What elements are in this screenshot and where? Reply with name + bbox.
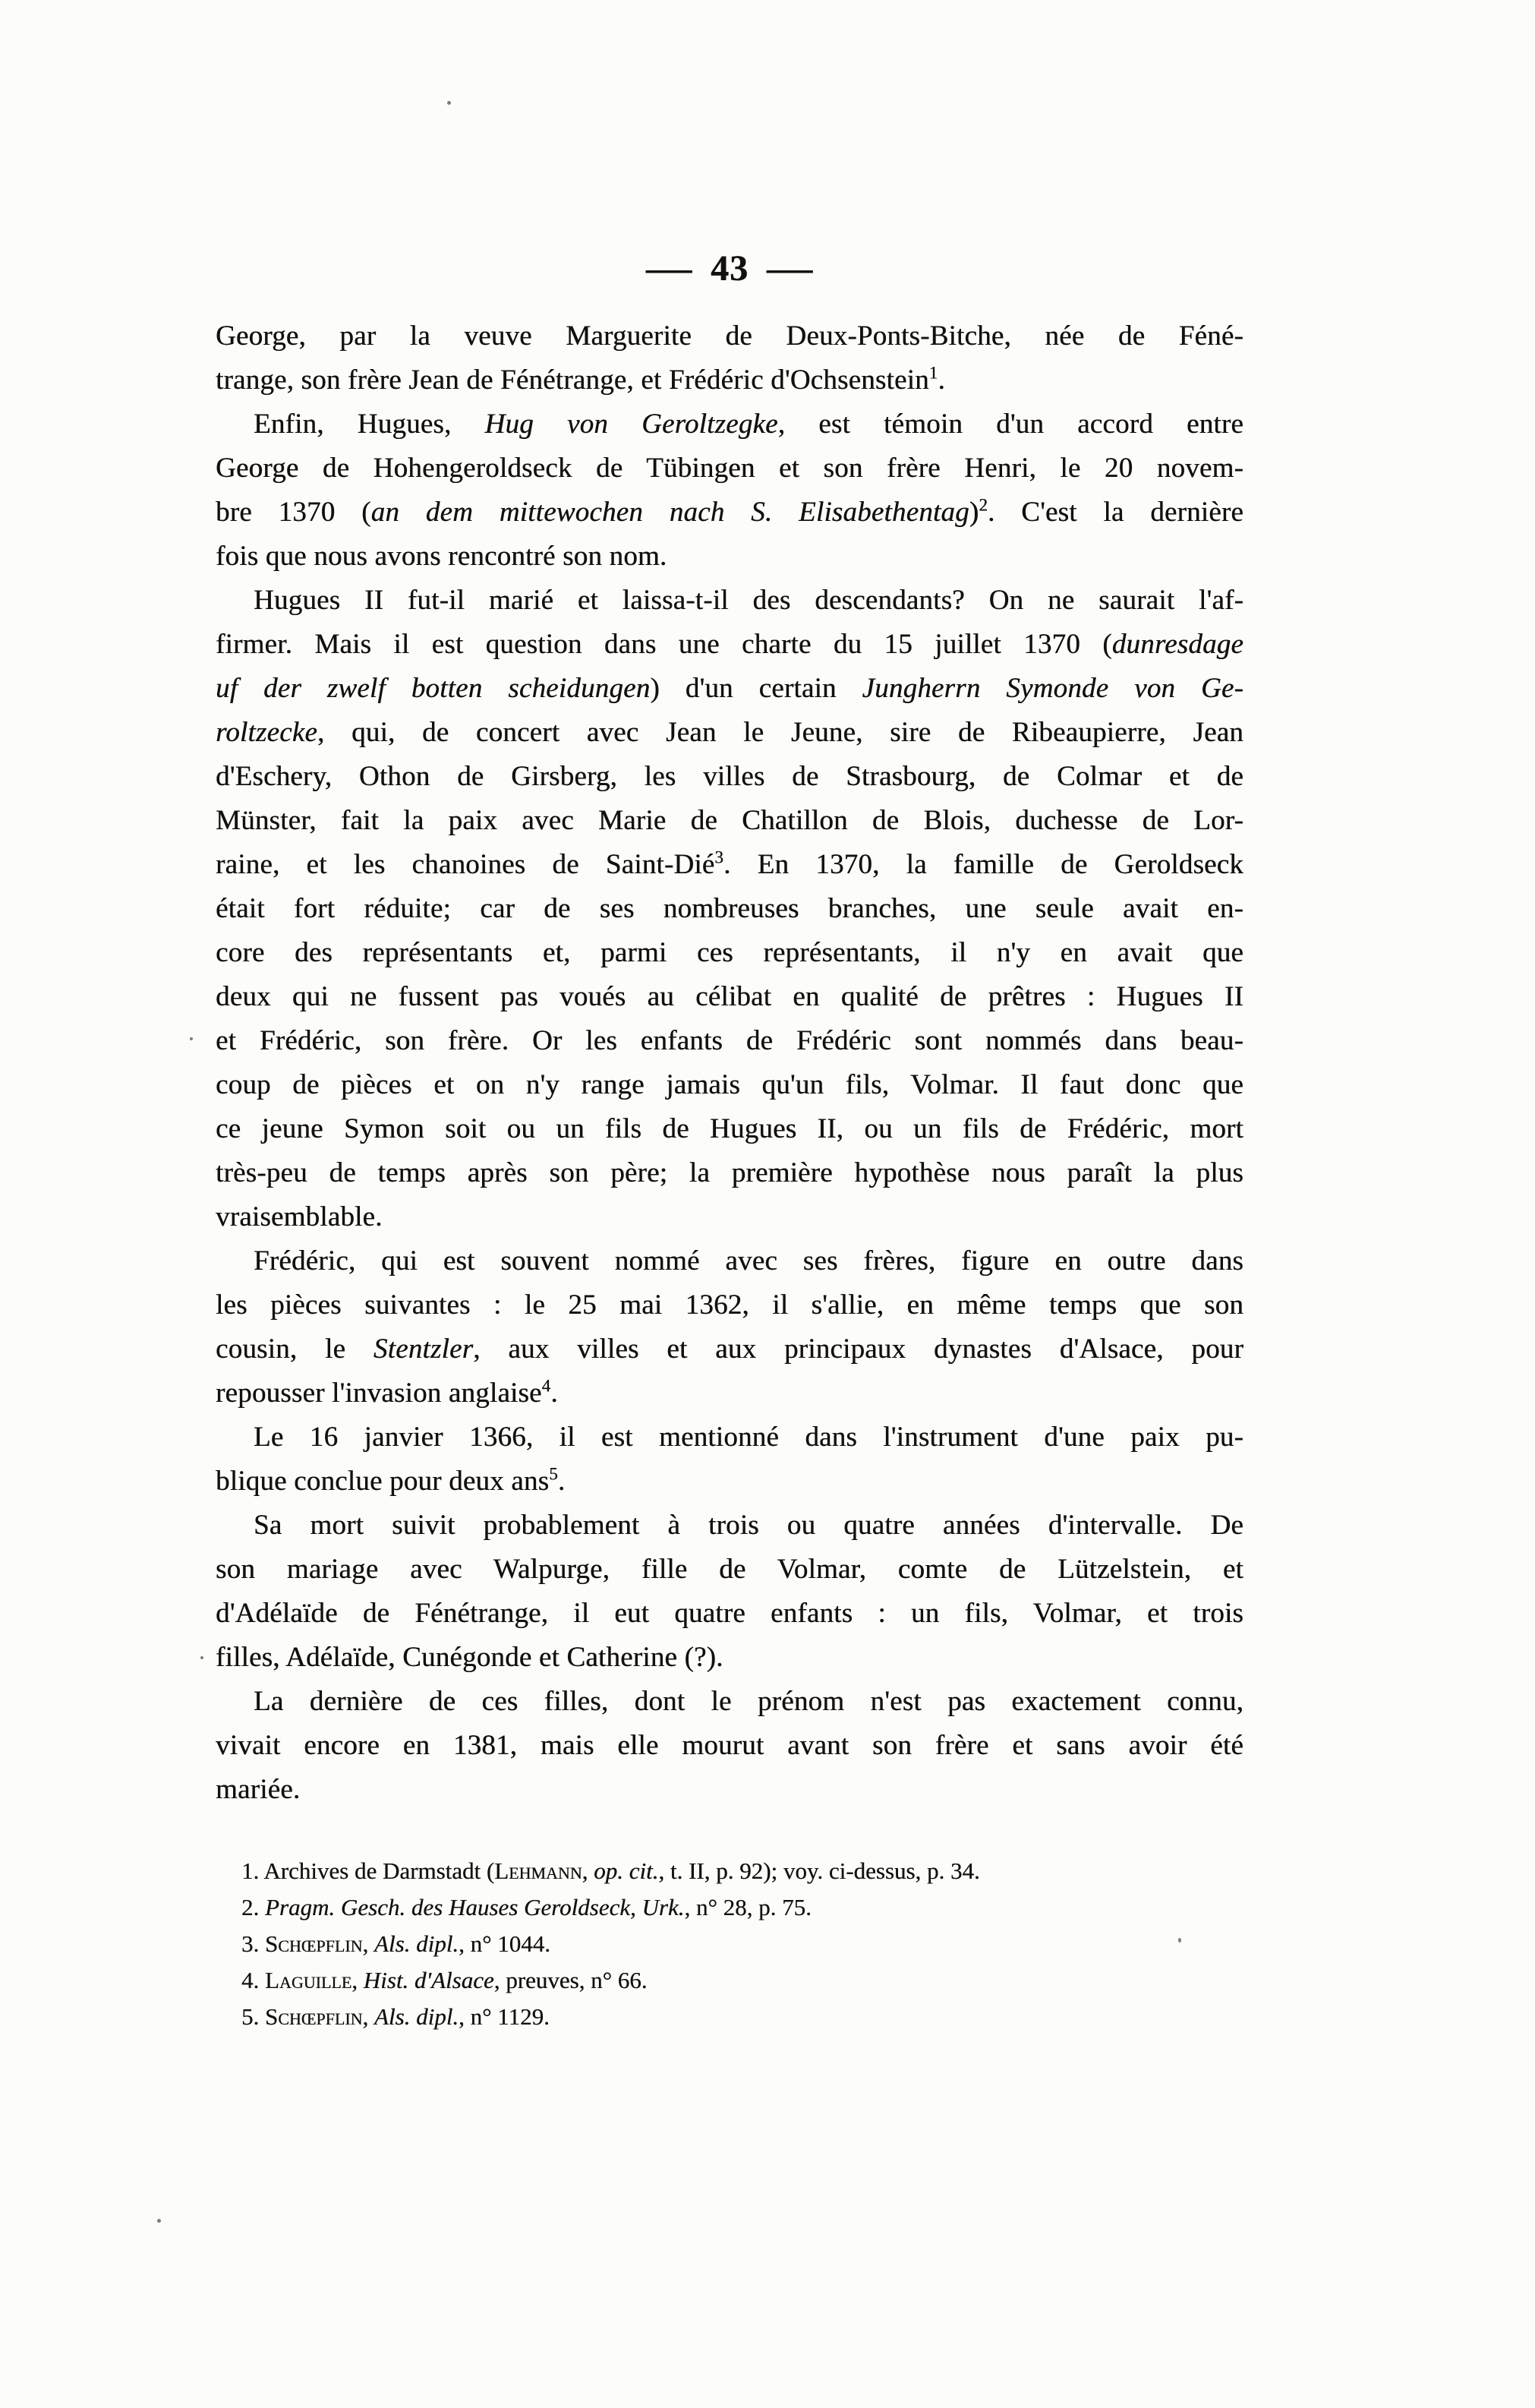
page-number: 43 (711, 248, 749, 289)
text-segment: coup de pièces et on n'y range jamais qu'un fils, Volmar. Il faut donc que (216, 1069, 1243, 1100)
text-segment: Sa mort suivit probablement à trois ou quatre années d'intervalle. De (254, 1510, 1243, 1541)
text-segment-smallcaps: Laguille (265, 1967, 352, 1993)
body-line-p3-l13 (216, 1107, 1243, 1151)
text-segment: La dernière de ces filles, dont le prénom n'est pas exactement connu, (254, 1686, 1243, 1717)
body-line-p7-l3 (216, 1768, 1243, 1812)
text-segment-italic: roltzecke (216, 717, 317, 748)
text-segment-italic: Stentzler (373, 1333, 474, 1365)
body-line-p2-l4 (216, 535, 1243, 579)
body-line-p3-l2 (216, 623, 1243, 667)
text-segment: , est témoin d'un accord entre (777, 409, 1243, 440)
header-dash-right: — (766, 248, 814, 289)
text-segment: d'Eschery, Othon de Girsberg, les villes de Strasbourg, de Colmar et de (216, 761, 1243, 792)
text-segment: , preuves, n° 66. (493, 1967, 648, 1993)
text-segment: . (557, 1466, 566, 1497)
text-segment: bre 1370 ( (216, 497, 371, 528)
body-line-p2-l3 (216, 491, 1243, 535)
text-segment-italic: uf der zwelf botten scheidungen (216, 673, 651, 704)
text-segment: mariée. (216, 1774, 301, 1805)
text-segment-italic: Jungherrn Symonde von Ge- (862, 673, 1243, 704)
text-segment: ce jeune Symon soit ou un fils de Hugues II, ou un fils de Frédéric, mort (216, 1113, 1243, 1144)
text-segment-smallcaps: Schœpflin (265, 1930, 363, 1957)
text-segment: Le 16 janvier 1366, il est mentionné dans l'instrument d'une paix pu- (254, 1422, 1243, 1453)
footnote-1 (216, 1853, 1243, 1889)
body-line-p4-l3 (216, 1327, 1243, 1371)
body-line-p3-l14 (216, 1151, 1243, 1195)
text-segment-sup: 5 (549, 1464, 558, 1484)
text-segment: George, par la veuve Marguerite de Deux-Ponts-Bitche, née de Féné- (216, 320, 1243, 352)
text-segment: , (362, 2003, 374, 2030)
text-segment: , n° 1129. (459, 2003, 550, 2030)
body-line-p6-l4 (216, 1636, 1243, 1680)
body-line-p1-l2 (216, 358, 1243, 402)
footnote-5 (216, 1999, 1243, 2035)
text-segment: . (938, 365, 945, 396)
body-line-p3-l15 (216, 1195, 1243, 1239)
text-segment-sup: 2 (979, 495, 988, 515)
text-segment: . En 1370, la famille de Geroldseck (723, 849, 1243, 880)
scan-speck (157, 2219, 161, 2223)
text-segment: ) d'un certain (650, 673, 862, 704)
text-segment: core des représentants et, parmi ces représentants, il n'y en avait que (216, 937, 1243, 968)
body-line-p4-l4 (216, 1371, 1243, 1415)
text-segment: , (362, 1930, 374, 1957)
body-line-p6-l1 (216, 1504, 1243, 1548)
body-line-p3-l4 (216, 711, 1243, 755)
text-segment: , n° 28, p. 75. (684, 1894, 812, 1920)
text-segment: 4. (241, 1967, 265, 1993)
text-segment: George de Hohengeroldseck de Tübingen et son frère Henri, le 20 novem- (216, 453, 1243, 484)
body-line-p3-l11 (216, 1019, 1243, 1063)
text-segment: raine, et les chanoines de Saint-Dié (216, 849, 715, 880)
text-segment: les pièces suivantes : le 25 mai 1362, il s'allie, en même temps que son (216, 1289, 1243, 1321)
text-segment: , qui, de concert avec Jean le Jeune, sire de Ribeaupierre, Jean (317, 717, 1243, 748)
text-segment: fois que nous avons rencontré son nom. (216, 541, 667, 572)
body-line-p3-l7 (216, 843, 1243, 887)
text-segment-italic: Als. dipl. (374, 2003, 459, 2030)
text-segment: , (582, 1857, 594, 1884)
body-line-p3-l6 (216, 799, 1243, 843)
text-segment: très-peu de temps après son père; la première hypothèse nous paraît la plus (216, 1157, 1243, 1188)
text-segment: trange, son frère Jean de Fénétrange, et Frédéric d'Ochsenstein (216, 365, 929, 396)
scan-speck (200, 1656, 203, 1659)
text-segment: son mariage avec Walpurge, fille de Volmar, comte de Lützelstein, et (216, 1554, 1243, 1585)
body-line-p2-l2 (216, 447, 1243, 491)
body-line-p3-l8 (216, 887, 1243, 931)
text-segment: Frédéric, qui est souvent nommé avec ses frères, figure en outre dans (254, 1245, 1243, 1277)
text-segment: vraisemblable. (216, 1201, 383, 1232)
text-segment: vivait encore en 1381, mais elle mourut avant son frère et sans avoir été (216, 1730, 1243, 1761)
text-segment: 5. (241, 2003, 265, 2030)
text-segment: était fort réduite; car de ses nombreuses branches, une seule avait en- (216, 893, 1243, 924)
text-segment: Enfin, Hugues, (254, 409, 485, 440)
body-line-p2-l1 (216, 402, 1243, 447)
text-segment: . (550, 1378, 558, 1409)
text-segment-italic: Als. dipl. (374, 1930, 459, 1957)
text-segment: et Frédéric, son frère. Or les enfants de Frédéric sont nommés dans beau- (216, 1025, 1243, 1056)
scan-speck (1178, 1938, 1181, 1942)
footnote-3 (216, 1926, 1243, 1962)
body-line-p4-l2 (216, 1283, 1243, 1327)
text-segment: deux qui ne fussent pas voués au célibat en qualité de prêtres : Hugues II (216, 981, 1243, 1012)
text-segment: d'Adélaïde de Fénétrange, il eut quatre enfants : un fils, Volmar, et trois (216, 1598, 1243, 1629)
text-segment: repousser l'invasion anglaise (216, 1378, 542, 1409)
text-segment-smallcaps: Schœpflin (265, 2003, 363, 2030)
text-segment-sup: 3 (714, 847, 724, 867)
text-segment-sup: 1 (928, 363, 938, 383)
footnote-4 (216, 1962, 1243, 1999)
text-segment: , aux villes et aux principaux dynastes d'Alsace, pour (473, 1333, 1243, 1365)
body-line-p3-l5 (216, 755, 1243, 799)
text-segment: 3. (241, 1930, 265, 1957)
text-segment-italic: op. cit. (594, 1857, 659, 1884)
header-dash-left: — (645, 248, 693, 289)
text-segment-italic: Hist. d'Alsace (363, 1967, 494, 1993)
text-segment: , (351, 1967, 364, 1993)
body-line-p5-l2 (216, 1460, 1243, 1504)
body-line-p6-l2 (216, 1548, 1243, 1592)
text-segment: . C'est la dernière (988, 497, 1243, 528)
scan-speck (190, 1037, 193, 1040)
body-line-p5-l1 (216, 1415, 1243, 1460)
footnote-2 (216, 1889, 1243, 1926)
body-line-p3-l10 (216, 975, 1243, 1019)
scan-speck (447, 101, 451, 105)
body-line-p7-l2 (216, 1724, 1243, 1768)
body-line-p3-l9 (216, 931, 1243, 975)
text-segment: firmer. Mais il est question dans une charte du 15 juillet 1370 ( (216, 629, 1112, 660)
text-segment: blique conclue pour deux ans (216, 1466, 550, 1497)
text-segment: 2. (241, 1894, 265, 1920)
text-segment: cousin, le (216, 1333, 374, 1365)
text-segment-italic: dunresdage (1111, 629, 1243, 660)
text-segment-italic: Hug von Geroltzegke (484, 409, 778, 440)
text-segment: Münster, fait la paix avec Marie de Chatillon de Blois, duchesse de Lor- (216, 805, 1243, 836)
body-text (216, 314, 1243, 1812)
body-line-p6-l3 (216, 1592, 1243, 1636)
text-segment: 1. Archives de Darmstadt ( (241, 1857, 495, 1884)
page-header (216, 248, 1243, 290)
text-segment-smallcaps: Lehmann (494, 1857, 582, 1884)
text-segment: filles, Adélaïde, Cunégonde et Catherine (?). (216, 1642, 723, 1673)
body-line-p1-l1 (216, 314, 1243, 358)
footnotes (216, 1853, 1243, 2035)
text-segment: Hugues II fut-il marié et laissa-t-il des descendants? On ne saurait l'af- (254, 585, 1243, 616)
body-line-p7-l1 (216, 1680, 1243, 1724)
text-segment-sup: 4 (541, 1376, 551, 1396)
body-line-p3-l1 (216, 579, 1243, 623)
body-line-p4-l1 (216, 1239, 1243, 1283)
text-segment: , t. II, p. 92); voy. ci-dessus, p. 34. (658, 1857, 980, 1884)
body-line-p3-l3 (216, 667, 1243, 711)
text-segment-italic: Pragm. Gesch. des Hauses Geroldseck, Urk. (265, 1894, 685, 1920)
text-segment-italic: an dem mittewochen nach S. Elisabethentag (370, 497, 969, 528)
body-line-p3-l12 (216, 1063, 1243, 1107)
text-segment: ) (969, 497, 979, 528)
text-segment: , n° 1044. (459, 1930, 550, 1957)
